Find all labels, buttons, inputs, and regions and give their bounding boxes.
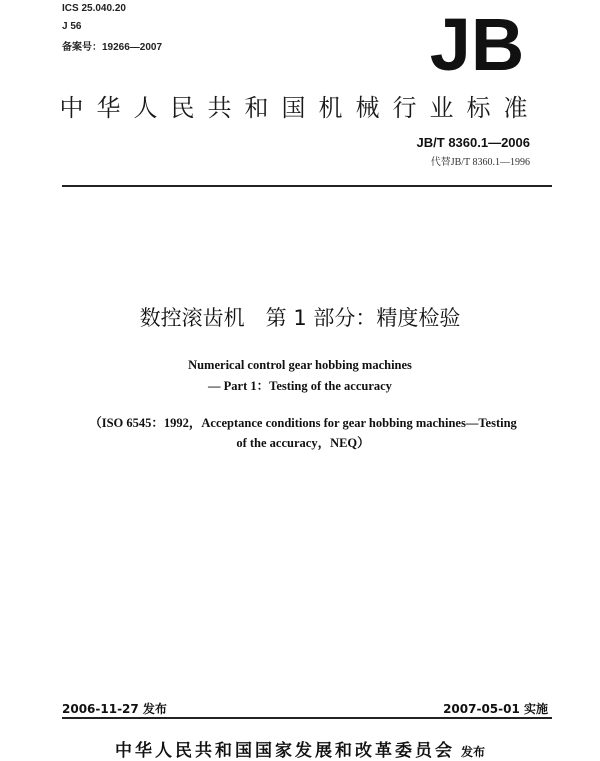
iso-reference-line1: （ISO 6545：1992，Acceptance conditions for gear hobbing machines—Testing — [89, 416, 517, 430]
issuer-line — [0, 736, 600, 761]
issue-date: 2006-11-27 发布 — [62, 702, 167, 716]
title-english-line2: — Part 1：Testing of the accuracy — [208, 379, 392, 393]
title-english-line1: Numerical control gear hobbing machines — [188, 358, 412, 372]
implementation-date: 2007-05-01 实施 — [443, 702, 548, 716]
standard-category: 中华人民共和国机械行业标准 — [59, 94, 541, 122]
jb-logo — [418, 10, 536, 76]
iso-reference — [58, 413, 548, 453]
issuer-suffix: 发布 — [460, 745, 485, 759]
bottom-divider — [62, 717, 552, 719]
title-chinese: 数控滚齿机 第 1 部分：精度检验 — [139, 306, 461, 330]
filing-number: 备案号：19266—2007 — [62, 42, 163, 53]
standard-number: JB/T 8360.1—2006 — [416, 135, 530, 150]
iso-reference-line2: of the accuracy，NEQ） — [236, 436, 370, 450]
issuer-name: 中华人民共和国国家发展和改革委员会 — [114, 741, 455, 761]
ics-code: ICS 25.040.20 — [62, 3, 126, 14]
top-divider — [62, 185, 552, 187]
classification-code: J 56 — [62, 21, 82, 32]
replaces-standard: 代替JB/T 8360.1—1996 — [430, 157, 530, 168]
jb-logo-text: JB — [429, 10, 525, 76]
